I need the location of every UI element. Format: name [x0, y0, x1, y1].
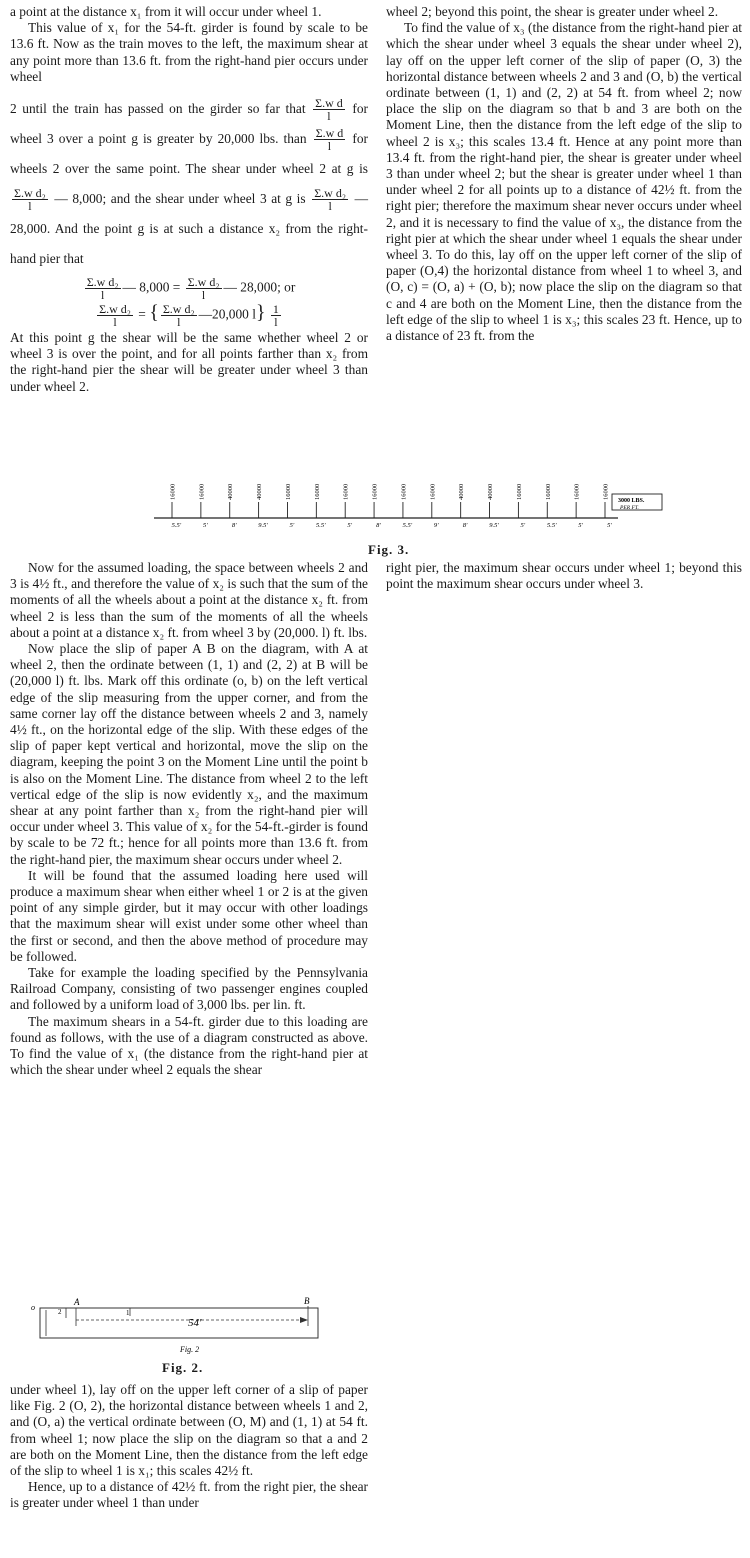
wheel-load-label: 16000: [342, 483, 350, 500]
spacing-label: 8': [376, 522, 381, 529]
fraction: [313, 97, 345, 122]
text-run: for wheel 3 over a point g is greater by: [10, 101, 368, 147]
wheel-load-label: 16000: [284, 483, 292, 500]
paragraph: This value of x₁ for the 54-ft. girder is found by scale to be 13.6 ft. Now as the train moves to the left, the maximum shear at any point more than 13.6 ft. from the right-hand pier occurs under wheel: [10, 20, 368, 84]
spacing-label: 5.5': [171, 522, 182, 529]
wheel-load-label: 16000: [371, 483, 379, 500]
fraction-numerator: Σ.w d: [315, 126, 344, 141]
spacing-label: 5': [347, 522, 352, 529]
fraction: [271, 303, 281, 328]
fraction-numerator: Σ.w d₂: [14, 186, 46, 201]
brace-close: }: [255, 301, 266, 324]
fraction: [186, 276, 222, 301]
wheel-load-label: 16000: [313, 483, 321, 500]
wheel-load-label: 16000: [544, 483, 552, 500]
slip-outline: [40, 1308, 318, 1338]
fraction: [12, 187, 48, 212]
spacing-label: 9': [433, 522, 439, 529]
fraction-denominator: l: [28, 199, 32, 214]
paragraph: right pier, the maximum shear occurs under wheel 1; beyond this point the maximum shear occurs under wheel 3.: [386, 560, 742, 592]
equation: [10, 303, 368, 328]
paragraph: Take for example the loading specified by the Pennsylvania Railroad Company, consisting of two passenger engines coupled and followed by a uniform load of 3,000 lbs. per lin. ft.: [10, 965, 368, 1013]
fraction-denominator: l: [177, 315, 181, 330]
paragraph: To find the value of x₃ (the distance from the right-hand pier at which the shear under wheel 3 equals the shear under wheel 2), lay off on the upper left corner of the slip of paper (O, 3) the horizontal distance between wheels 2 and 3 and (O, b) the vertical ordinate between (1, 1) and (2, 2) at 54 ft. from wheel 2; now place the slip on the diagram so that b and 3 are both on the Moment Line, then the distance from the left edge of the slip to wheel 2 is x₃; this scales 13.4 ft. Hence at any point more than 13.4 ft. from the right-hand pier, the shear is greater under wheel 3 than under wheel 2; but the shear is greater under wheel 1 than under wheel 2 for all points up to a distance of 42½ ft. from the right pier; therefore the maximum shear never occurs under wheel 2, and it is necessary to find the value of x₃, the distance from the right pier at which the shear under wheel 1 equals the shear under wheel 3. To do this, lay off on the upper left corner of the slip of paper (O,4) the horizontal distance from wheel 1 to wheel 3, and (O, c) = (O, a) + (O, b); now place the slip on the diagram so that c and 4 are both on the Moment Line, then the distance from the left edge of the slip to wheel 1 is x₃; this scales 23 ft. Hence, up to a distance of 23 ft. from the: [386, 20, 742, 344]
fraction-numerator: Σ.w d₂: [187, 275, 220, 290]
fraction-denominator: l: [327, 139, 332, 154]
wheel-load-label: 16000: [515, 483, 523, 500]
fig2-slip-diagram: [28, 1296, 328, 1358]
uniform-load-label: PER FT.: [620, 505, 639, 511]
paragraph: At this point g the shear will be the same whether wheel 2 or wheel 3 is over the point, and for all points farther than x₂ from the right-hand pier the shear will be greater under wheel 3 than under wheel 2.: [10, 330, 368, 394]
spacing-label: 5': [202, 522, 208, 529]
paragraph: wheel 2; beyond this point, the shear is greater under wheel 2.: [386, 4, 719, 19]
paragraph: Hence, up to a distance of 42½ ft. from the right pier, the shear is greater under wheel 1 than under: [10, 1479, 368, 1511]
paragraph: It will be found that the assumed loading here used will produce a maximum shear when either wheel 1 or 2 is at the given point of any simple girder, but it may occur with other loadings that the maximum shear will exist under some other wheel than the first or second, and then the above method of procedure may be followed.: [10, 867, 368, 964]
fraction: [161, 303, 197, 328]
label-1: 1: [126, 1309, 130, 1317]
fig2-caption: Fig. 2.: [162, 1360, 204, 1375]
spacing-label: 5': [578, 522, 583, 529]
brace-open: {: [149, 301, 159, 324]
spacing-label: 5': [289, 522, 295, 529]
paragraph: Now for the assumed loading, the space between wheels 2 and 3 is 4½ ft., and therefore the value of x₂ is such that the sum of the moments of all the wheels about a point at the distance x₂ ft. from wheel 2 is less than the sum of the moments of all the wheels about a point at a distance x₂ ft. from wheel 3 by (20,000. l) ft. lbs.: [10, 560, 368, 640]
text-run: for wheels 2 over the same point. The shear under wheel 2 at g is: [10, 131, 368, 177]
spacing-label: 5': [520, 522, 526, 529]
wheel-load-label: 16000: [602, 483, 610, 500]
fraction-numerator: Σ.w d₂: [162, 302, 195, 317]
spacing-label: 8': [231, 522, 237, 529]
left-column-bottom: [10, 560, 368, 1079]
fraction-denominator: l: [274, 315, 278, 330]
paragraph: under wheel 1), lay off on the upper left corner of a slip of paper like Fig. 2 (O, 2), the horizontal distance between wheels 1 and 2, and (O, a) the vertical ordinate between (O, M) and (1, 1) at 54 ft. from wheel 1; now place the slip on the diagram so that a and 2 are both on the Moment Line, then the distance from the left edge of the slip to wheel 1 is x₁; this scales 42½ ft.: [10, 1382, 368, 1479]
wheel-load-label: 16000: [429, 483, 437, 500]
spacing-label: 8': [462, 522, 468, 529]
equation-term: —20,000 l: [198, 306, 256, 322]
uniform-load-label: 3000 LBS.: [618, 498, 645, 504]
paragraph: a point at the distance x₁ from it will occur under wheel 1.: [10, 4, 322, 19]
label-A: A: [74, 1297, 80, 1307]
label-B: B: [304, 1296, 310, 1306]
left-column-end: [10, 1382, 368, 1512]
left-column-top: [10, 4, 368, 395]
fraction: [97, 303, 133, 328]
fraction-denominator: l: [201, 288, 206, 303]
fraction-denominator: l: [100, 288, 105, 303]
equation-term: =: [138, 306, 146, 322]
paragraph: The maximum shears in a 54-ft. girder due to this loading are found as follows, with the use of a diagram constructed as above. To find the value of x₁ (the distance from the right-hand pier at which the shear under wheel 2 equals the shear: [10, 1013, 368, 1078]
wheel-load-label: 16000: [573, 483, 581, 500]
equation-term: — 8,000 =: [122, 279, 181, 295]
load-marks: [170, 484, 610, 518]
arrow-head-icon: [300, 1317, 308, 1323]
fraction-numerator: Σ.w d: [315, 96, 343, 111]
fraction: [85, 276, 121, 301]
wheel-load-label: 40000: [487, 483, 495, 500]
fraction: [312, 187, 348, 212]
wheel-load-label: 16000: [400, 483, 408, 500]
sketch-caption: Fig. 2: [180, 1345, 200, 1354]
fig3-wheel-load-diagram: [150, 472, 670, 532]
text-run: 20,000 lbs. than: [217, 131, 307, 147]
fraction-numerator: Σ.w d₂: [99, 302, 131, 317]
spacing-label: 9.5': [489, 522, 499, 529]
right-column-top: [386, 4, 742, 344]
spacing-label: 5.5': [402, 522, 413, 529]
spacing-labels: [172, 522, 613, 529]
wheel-load-label: 40000: [227, 483, 235, 500]
equation-term: — 28,000; or: [223, 279, 296, 295]
fraction-denominator: l: [113, 315, 117, 330]
label-o: o: [31, 1303, 35, 1312]
text-run: — 8,000; and the shear under wheel 3 at g is: [54, 191, 306, 207]
fraction-denominator: l: [327, 109, 331, 124]
spacing-label: 5': [607, 522, 612, 529]
equation: [10, 276, 368, 301]
spacing-label: 9.5': [258, 522, 268, 529]
fraction-denominator: l: [328, 199, 332, 214]
paragraph: [10, 94, 368, 274]
text-run: 2 until the train has passed on the girder so far that: [10, 101, 306, 117]
wheel-load-label: 40000: [458, 483, 466, 500]
wheel-load-label: 16000: [198, 483, 206, 500]
wheel-load-label: 40000: [256, 483, 264, 500]
spacing-label: 5.5': [316, 522, 326, 529]
wheel-load-label: 16000: [169, 483, 177, 500]
label-span: 54': [188, 1317, 202, 1329]
label-2: 2: [58, 1308, 62, 1316]
fraction-numerator: Σ.w d₂: [86, 275, 119, 290]
spacing-label: 5.5': [546, 522, 557, 529]
fig3-caption: Fig. 3.: [368, 542, 410, 557]
right-column-bottom: [386, 560, 742, 592]
fraction-numerator: Σ.w d₂: [314, 186, 347, 201]
fraction: [314, 127, 346, 152]
fraction-numerator: 1: [272, 302, 279, 317]
paragraph: Now place the slip of paper A B on the diagram, with A at wheel 2, then the ordinate between (1, 1) and (2, 2) at B will be (20,000 l) ft. lbs. Mark off this ordinate (o, b) on the left vertical edge of the slip measuring from the upper corner, and from the same corner lay off the distance between wheels 2 and 3, namely 4½ ft., on the horizontal edge of the slip. With these edges of the slip of paper kept vertical and horizontal, move the slip on the diagram, keeping the point 3 on the Moment Line until the point b is also on the Moment Line. The distance from wheel 2 to the left vertical edge of the slip is now evidently x₂, and the maximum shear at any point farther than x₂ from the right-hand pier will occur under wheel 3. This value of x₂ for the 54-ft.-girder is found by scale to be 72 ft.; hence for all points more than 13.6 ft. from the right-hand pier, the maximum shear occurs under wheel 2.: [10, 641, 368, 867]
text-run: — 28,000. And the point g is at such a distance x₂ from the right-hand pier that: [10, 191, 368, 267]
